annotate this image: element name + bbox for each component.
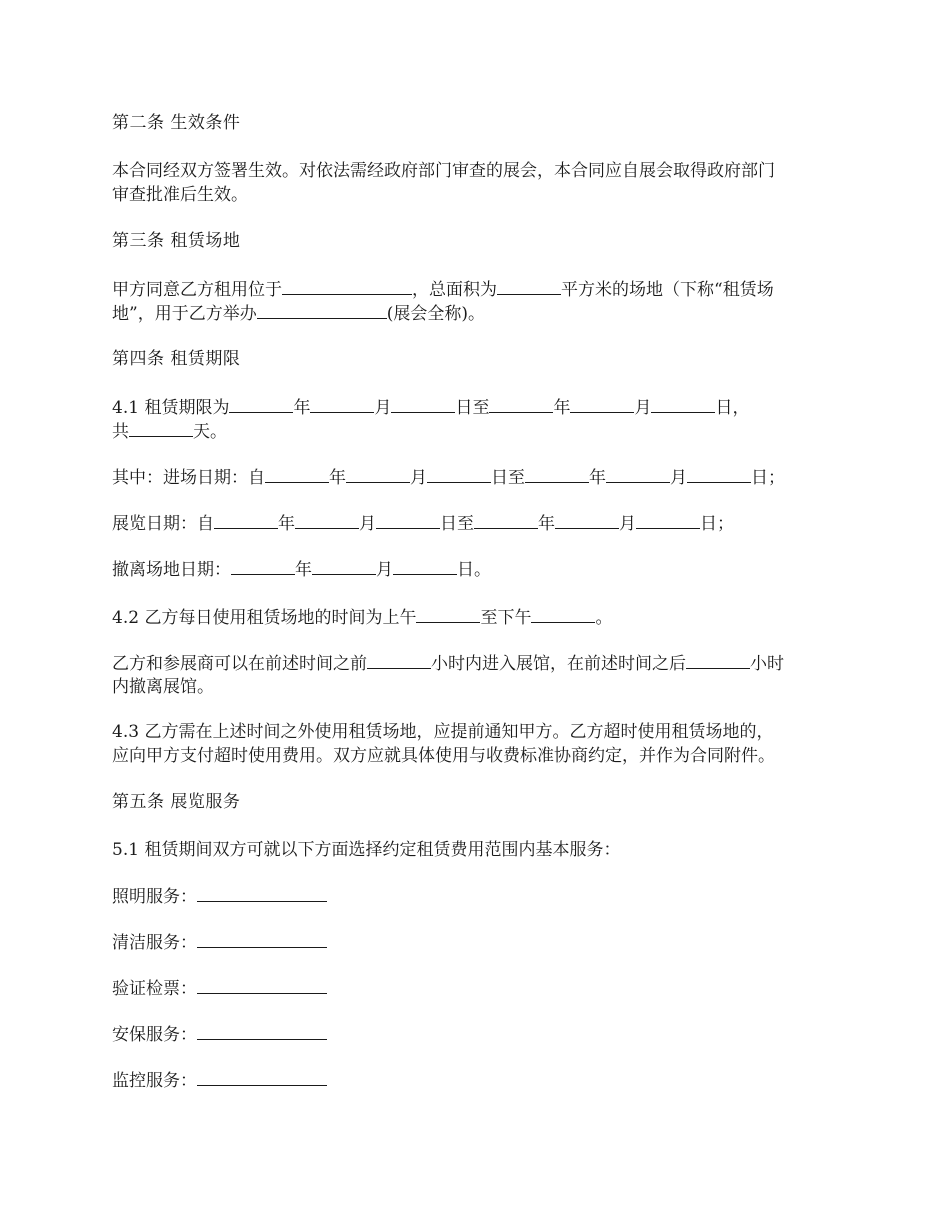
exhibit-start-year-blank[interactable] — [214, 511, 278, 529]
article-5-heading: 第五条 展览服务 — [112, 792, 241, 812]
exhibition-name-blank[interactable] — [257, 301, 387, 319]
text: ，总面积为 — [412, 280, 497, 300]
location-blank[interactable] — [282, 277, 412, 295]
article-2-heading: 第二条 生效条件 — [112, 113, 241, 133]
text: 日， — [715, 398, 750, 418]
end-day-blank[interactable] — [651, 395, 715, 413]
article-4-1-line-2 — [112, 419, 227, 443]
text: 平方米的场地（下称“租赁场 — [561, 280, 774, 300]
service-label: 验证检票： — [112, 979, 197, 999]
monitoring-service-blank[interactable] — [197, 1068, 327, 1086]
text: 4.1 租赁期限为 — [112, 398, 230, 418]
article-5-1-line: 5.1 租赁期间双方可就以下方面选择约定租赁费用范围内基本服务： — [112, 840, 621, 860]
service-lighting-line — [112, 884, 327, 908]
text: 年 — [278, 514, 295, 534]
lighting-service-blank[interactable] — [197, 884, 327, 902]
morning-time-blank[interactable] — [416, 605, 480, 623]
withdraw-month-blank[interactable] — [312, 557, 376, 575]
text: 日至 — [440, 514, 474, 534]
text: 年 — [295, 560, 312, 580]
text: 展览日期：自 — [112, 514, 214, 534]
withdraw-year-blank[interactable] — [231, 557, 295, 575]
start-month-blank[interactable] — [310, 395, 374, 413]
exhibit-start-day-blank[interactable] — [376, 511, 440, 529]
service-label: 监控服务： — [112, 1071, 197, 1091]
entry-start-day-blank[interactable] — [427, 465, 491, 483]
exhibit-end-day-blank[interactable] — [636, 511, 700, 529]
afternoon-time-blank[interactable] — [531, 605, 595, 623]
withdraw-date-line — [112, 557, 491, 581]
text: 年 — [538, 514, 555, 534]
exhibit-date-line — [112, 511, 734, 535]
exhibit-start-month-blank[interactable] — [295, 511, 359, 529]
security-service-blank[interactable] — [197, 1022, 327, 1040]
text: 年 — [589, 468, 606, 488]
entry-end-day-blank[interactable] — [687, 465, 751, 483]
text: 日至 — [491, 468, 525, 488]
text: 月 — [619, 514, 636, 534]
entry-end-year-blank[interactable] — [525, 465, 589, 483]
text: 甲方同意乙方租用位于 — [112, 280, 282, 300]
entry-start-year-blank[interactable] — [265, 465, 329, 483]
text: 小时内进入展馆，在前述时间之后 — [431, 654, 686, 674]
text: 日至 — [455, 398, 490, 418]
service-security-line — [112, 1022, 327, 1046]
exhibit-end-month-blank[interactable] — [555, 511, 619, 529]
text: 月 — [634, 398, 652, 418]
text: 月 — [670, 468, 687, 488]
withdraw-day-blank[interactable] — [393, 557, 457, 575]
start-year-blank[interactable] — [229, 395, 293, 413]
text: 年 — [553, 398, 571, 418]
text: 撤离场地日期： — [112, 560, 231, 580]
area-blank[interactable] — [497, 277, 561, 295]
text: 至下午 — [480, 608, 532, 628]
total-days-blank[interactable] — [129, 419, 193, 437]
exhibit-end-year-blank[interactable] — [474, 511, 538, 529]
service-label: 清洁服务： — [112, 933, 197, 953]
text: 其中：进场日期：自 — [112, 468, 265, 488]
text: 4.2 乙方每日使用租赁场地的时间为上午 — [112, 608, 417, 628]
text: 月 — [359, 514, 376, 534]
text: 。 — [595, 608, 613, 628]
text: (展会全称)。 — [386, 304, 485, 324]
article-3-heading: 第三条 租赁场地 — [112, 231, 241, 251]
text: 共 — [112, 422, 129, 442]
text: 月 — [376, 560, 393, 580]
text: 年 — [293, 398, 311, 418]
start-day-blank[interactable] — [391, 395, 455, 413]
article-4-3-line-2: 应向甲方支付超时使用费用。双方应就具体使用与收费标准协商约定，并作为合同附件。 — [112, 746, 775, 766]
text: 年 — [329, 468, 346, 488]
text: 日； — [751, 468, 785, 488]
entry-start-month-blank[interactable] — [346, 465, 410, 483]
text: 小时 — [750, 654, 784, 674]
entry-end-month-blank[interactable] — [606, 465, 670, 483]
article-3-line-2 — [112, 301, 485, 325]
article-4-heading: 第四条 租赁期限 — [112, 349, 241, 369]
entry-date-line — [112, 465, 785, 489]
article-4-3-line-1: 4.3 乙方需在上述时间之外使用租赁场地，应提前通知甲方。乙方超时使用租赁场地的， — [112, 722, 774, 742]
end-month-blank[interactable] — [570, 395, 634, 413]
text: 月 — [410, 468, 427, 488]
text: 月 — [374, 398, 392, 418]
article-4-2-line — [112, 605, 612, 629]
early-entry-line-2: 内撤离展馆。 — [112, 677, 214, 697]
text: 日； — [700, 514, 734, 534]
article-2-body-line-2: 审查批准后生效。 — [112, 185, 248, 205]
text: 乙方和参展商可以在前述时间之前 — [112, 654, 367, 674]
article-2-body-line-1: 本合同经双方签署生效。对依法需经政府部门审查的展会，本合同应自展会取得政府部门 — [112, 161, 775, 181]
text: 日。 — [457, 560, 491, 580]
entry-hours-blank[interactable] — [367, 651, 431, 669]
exit-hours-blank[interactable] — [686, 651, 750, 669]
ticket-check-blank[interactable] — [197, 976, 327, 994]
cleaning-service-blank[interactable] — [197, 930, 327, 948]
service-monitoring-line — [112, 1068, 327, 1092]
article-3-line-1 — [112, 277, 774, 301]
early-entry-line-1 — [112, 651, 784, 675]
service-label: 照明服务： — [112, 887, 197, 907]
article-4-1-line-1 — [112, 395, 749, 419]
text: 天。 — [193, 422, 227, 442]
service-cleaning-line — [112, 930, 327, 954]
text: 地”，用于乙方举办 — [112, 304, 257, 324]
service-ticket-line — [112, 976, 327, 1000]
service-label: 安保服务： — [112, 1025, 197, 1045]
end-year-blank[interactable] — [489, 395, 553, 413]
